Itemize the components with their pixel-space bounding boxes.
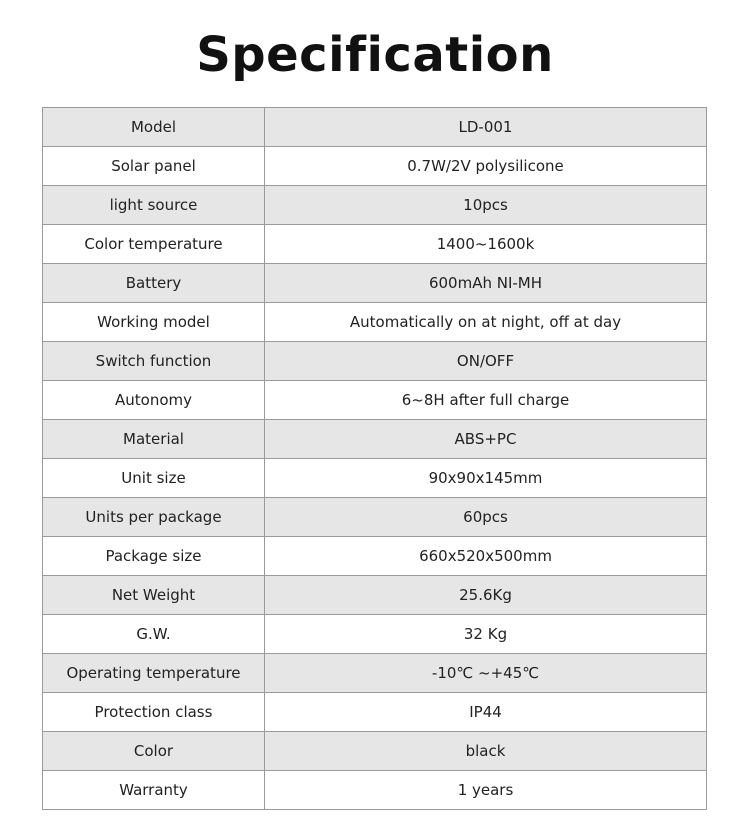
- spec-label: Operating temperature: [43, 654, 265, 693]
- spec-label: Net Weight: [43, 576, 265, 615]
- spec-value: 25.6Kg: [265, 576, 707, 615]
- spec-label: Working model: [43, 303, 265, 342]
- spec-label: Warranty: [43, 771, 265, 810]
- spec-value: 1 years: [265, 771, 707, 810]
- spec-value: 90x90x145mm: [265, 459, 707, 498]
- spec-label: Units per package: [43, 498, 265, 537]
- table-row: [43, 303, 707, 342]
- spec-label: Color: [43, 732, 265, 771]
- table-row: [43, 576, 707, 615]
- spec-value: 6~8H after full charge: [265, 381, 707, 420]
- table-row: [43, 732, 707, 771]
- page-title: Specification: [196, 27, 554, 83]
- spec-label: Color temperature: [43, 225, 265, 264]
- spec-value: LD-001: [265, 108, 707, 147]
- spec-value: 60pcs: [265, 498, 707, 537]
- spec-label: Solar panel: [43, 147, 265, 186]
- spec-label: Unit size: [43, 459, 265, 498]
- table-row: [43, 264, 707, 303]
- spec-value: IP44: [265, 693, 707, 732]
- spec-value: -10℃ ~+45℃: [265, 654, 707, 693]
- table-row: [43, 420, 707, 459]
- spec-label: light source: [43, 186, 265, 225]
- spec-value: 0.7W/2V polysilicone: [265, 147, 707, 186]
- spec-label: G.W.: [43, 615, 265, 654]
- spec-value: 10pcs: [265, 186, 707, 225]
- spec-label: Autonomy: [43, 381, 265, 420]
- spec-label: Protection class: [43, 693, 265, 732]
- table-row: [43, 186, 707, 225]
- spec-value: 660x520x500mm: [265, 537, 707, 576]
- table-row: [43, 225, 707, 264]
- table-row: [43, 381, 707, 420]
- spec-value: ON/OFF: [265, 342, 707, 381]
- spec-value: 1400~1600k: [265, 225, 707, 264]
- table-row: [43, 771, 707, 810]
- spec-table: [42, 107, 707, 810]
- table-row: [43, 693, 707, 732]
- spec-label: Battery: [43, 264, 265, 303]
- table-row: [43, 342, 707, 381]
- table-row: [43, 147, 707, 186]
- table-row: [43, 108, 707, 147]
- table-row: [43, 498, 707, 537]
- spec-value: Automatically on at night, off at day: [265, 303, 707, 342]
- table-row: [43, 459, 707, 498]
- table-row: [43, 537, 707, 576]
- spec-value: black: [265, 732, 707, 771]
- spec-value: ABS+PC: [265, 420, 707, 459]
- spec-label: Model: [43, 108, 265, 147]
- spec-label: Package size: [43, 537, 265, 576]
- spec-label: Material: [43, 420, 265, 459]
- spec-label: Switch function: [43, 342, 265, 381]
- table-row: [43, 615, 707, 654]
- spec-value: 600mAh NI-MH: [265, 264, 707, 303]
- table-row: [43, 654, 707, 693]
- spec-value: 32 Kg: [265, 615, 707, 654]
